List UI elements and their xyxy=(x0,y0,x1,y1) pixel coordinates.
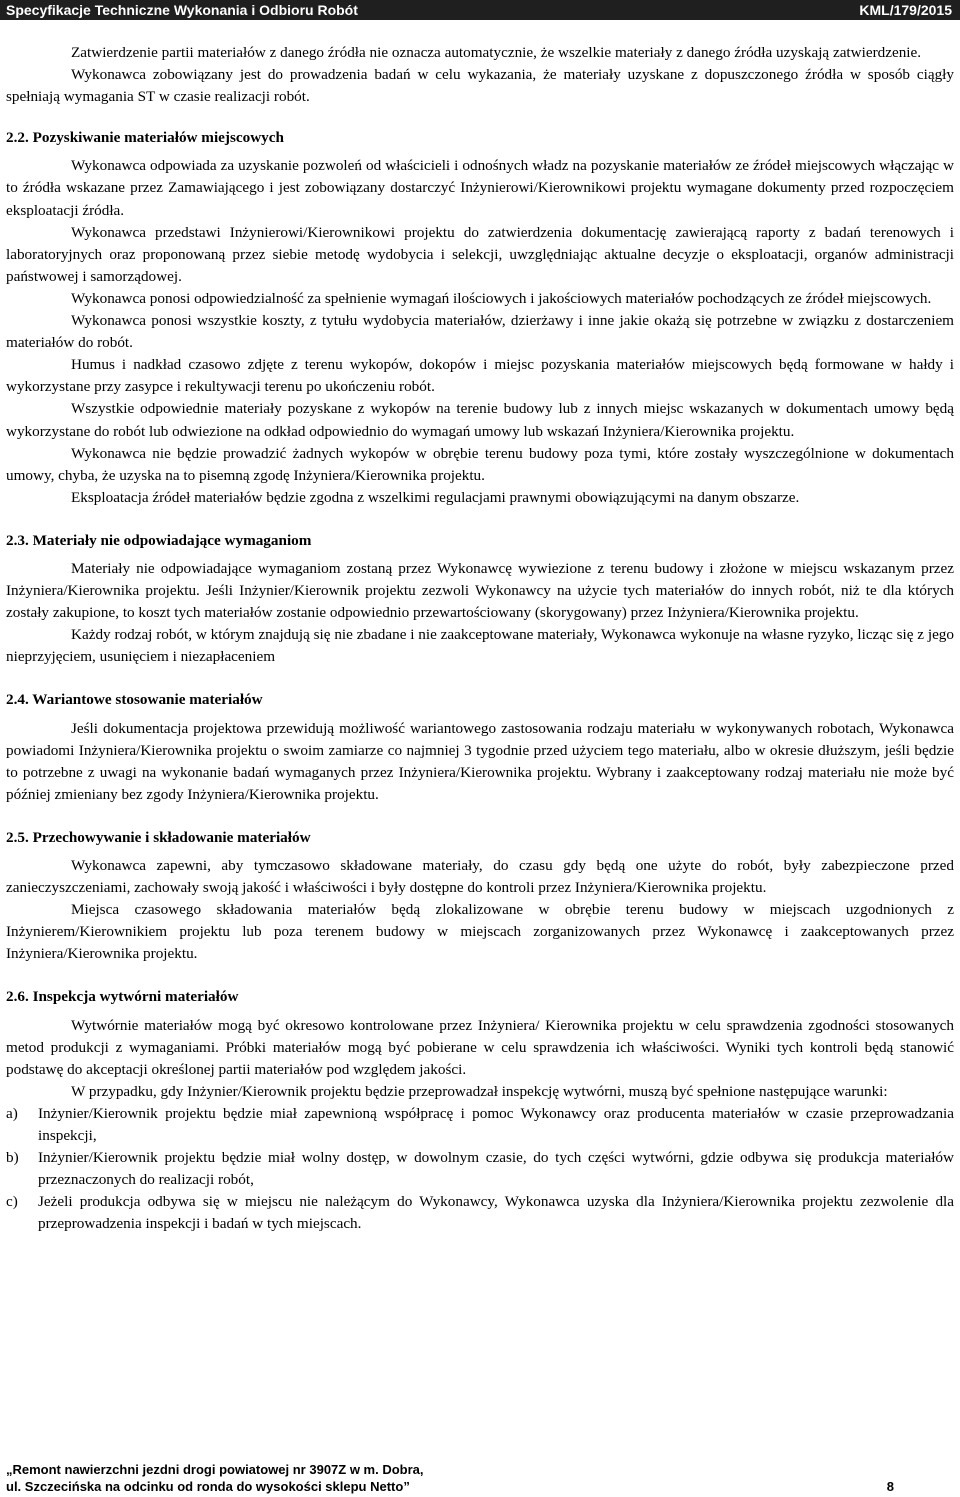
paragraph: Wykonawca zapewni, aby tymczasowo składowane materiały, do czasu gdy będą one użyte do robót, były zabezpieczone przed zanieczyszczeniami, zachowały swoją jakość i właściwości i były dostępne do kontroli przez Inżyniera/Kierownika projektu. xyxy=(6,857,954,897)
paragraph: Wszystkie odpowiednie materiały pozyskane z wykopów na terenie budowy lub z innych miejsc wskazanych w dokumentach umowy będą wykorzystane do robót lub odwiezione na odkład odpowiednio do wymagań umowy lub wskazań Inżyniera/Kierownika projektu. xyxy=(6,400,954,440)
list-marker: b) xyxy=(6,1149,19,1167)
list-item xyxy=(6,1103,954,1147)
section-heading-2-4: 2.4. Wariantowe stosowanie materiałów xyxy=(6,691,263,709)
paragraph: Materiały nie odpowiadające wymaganiom zostaną przez Wykonawcę wywiezione z terenu budowy i złożone w miejscu wskazanym przez Inżyniera/Kierownika projektu. Jeśli Inżynier/Kierownik projektu zezwoli Wykonawcy na użycie tych materiałów do innych robót, niż te dla których zostały zakupione, to koszt tych materiałów zostanie odpowiednio przewartościowany (skorygowany) przez Inżyniera/Kierownika projektu. xyxy=(6,559,954,622)
list-item-text: Jeżeli produkcja odbywa się w miejscu nie należącym do Wykonawcy, Wykonawca uzyska dla Inżyniera/Kierownika projektu zezwolenie dla przeprowadzenia inspekcji i badań w tych miejscach. xyxy=(38,1193,954,1233)
paragraph: Zatwierdzenie partii materiałów z danego źródła nie oznacza automatycznie, że wszelkie materiały z danego źródła uzyskają zatwierdzenie. xyxy=(71,44,922,61)
paragraph: Wytwórnie materiałów mogą być okresowo kontrolowane przez Inżyniera/ Kierownika projektu w celu sprawdzenia zgodności stosowanych metod produkcji z wymaganiami. Próbki materiałów mogą być pobierane w celu sprawdzenia ich właściwości. Wyniki tych kontroli będą stanowić podstawę do akceptacji określonej partii materiałów pod względem jakości. xyxy=(6,1016,954,1078)
page-footer xyxy=(6,1461,954,1495)
paragraph: Wykonawca ponosi odpowiedzialność za spełnienie wymagań ilościowych i jakościowych materiałów pochodzących ze źródeł miejscowych. xyxy=(71,289,932,307)
list-marker: c) xyxy=(6,1193,18,1211)
paragraph: Każdy rodzaj robót, w którym znajdują się nie zbadane i nie zaakceptowane materiały, Wykonawca wykonuje na własne ryzyko, licząc się z jego nieprzyjęciem, usunięciem i niezapłaceniem xyxy=(6,626,954,666)
page-header xyxy=(0,0,960,20)
section-heading-2-2: 2.2. Pozyskiwanie materiałów miejscowych xyxy=(6,129,284,147)
paragraph: Miejsca czasowego składowania materiałów będą zlokalizowane w obrębie terenu budowy w miejscach uzgodnionych z Inżynierem/Kierownikiem projektu lub poza terenem budowy w miejscach zorganizowanych przez Wykonawcę i zaakceptowanych przez Inżyniera/Kierownika projektu. xyxy=(6,901,954,963)
list-item xyxy=(6,1191,954,1235)
footer-project-line-2: ul. Szczecińska na odcinku od ronda do wysokości sklepu Netto” xyxy=(6,1479,410,1494)
section-heading-2-3: 2.3. Materiały nie odpowiadające wymaganiom xyxy=(6,531,312,549)
paragraph: Jeśli dokumentacja projektowa przewidują możliwość wariantowego zastosowania rodzaju materiału w wykonywanych robotach, Wykonawca powiadomi Inżyniera/Kierownika projektu o swoim zamiarze co najmniej 3 tygodnie przed użyciem tego materiału, albo w okresie dłuższym, jeśli będzie to potrzebne z uwagi na wykonanie badań wymaganych przez Inżyniera/Kierownika projektu. Wybrany i zaakceptowany rodzaj materiału nie może być później zmieniany bez zgody Inżyniera/Kierownika projektu. xyxy=(6,719,954,803)
list-marker: a) xyxy=(6,1104,18,1122)
paragraph: Wykonawca nie będzie prowadzić żadnych wykopów w obrębie terenu budowy poza tymi, które zostały wyszczególnione w dokumentach umowy, chyba, że uzyska na to pisemną zgodę Inżyniera/Kierownika projektu. xyxy=(6,444,954,484)
list-item xyxy=(6,1147,954,1191)
section-heading-2-5: 2.5. Przechowywanie i składowanie materiałów xyxy=(6,828,311,846)
footer-project-line-1: „Remont nawierzchni jezdni drogi powiatowej nr 3907Z w m. Dobra, xyxy=(6,1462,424,1477)
paragraph: Wykonawca odpowiada za uzyskanie pozwoleń od właścicieli i odnośnych władz na pozyskanie materiałów ze źródeł miejscowych włączając w to źródła wskazane przez Zamawiającego i jest zobowiązany dostarczyć Inżynierowi/Kierownikowi projektu wymagane dokumenty przed rozpoczęciem eksploatacji źródła. xyxy=(6,157,954,219)
header-doc-number: KML/179/2015 xyxy=(859,2,952,18)
document-body xyxy=(6,42,954,1236)
paragraph: Wykonawca zobowiązany jest do prowadzenia badań w celu wykazania, że materiały uzyskane z dopuszczonego źródła w sposób ciągły spełniają wymagania ST w czasie realizacji robót. xyxy=(6,66,954,106)
paragraph: Wykonawca przedstawi Inżynierowi/Kierownikowi projektu do zatwierdzenia dokumentację zawierającą raporty z badań terenowych i laboratoryjnych oraz proponowaną przez siebie metodę wydobycia i selekcji, uwzględniając aktualne decyzje o eksploatacji, organów administracji państwowej i samorządowej. xyxy=(6,223,954,285)
paragraph: Eksploatacja źródeł materiałów będzie zgodna z wszelkimi regulacjami prawnymi obowiązującymi na danym obszarze. xyxy=(71,488,800,506)
paragraph: Humus i nadkład czasowo zdjęte z terenu wykopów, dokopów i miejsc pozyskania materiałów miejscowych będą formowane w hałdy i wykorzystane przy zasypce i rekultywacji terenu po ukończeniu robót. xyxy=(6,356,954,396)
list-item-text: Inżynier/Kierownik projektu będzie miał zapewnioną współpracę i pomoc Wykonawcy oraz producenta materiałów w czasie przeprowadzania inspekcji, xyxy=(38,1104,954,1145)
paragraph: Wykonawca ponosi wszystkie koszty, z tytułu wydobycia materiałów, dzierżawy i inne jakie okażą się potrzebne w związku z dostarczeniem materiałów do robót. xyxy=(6,312,954,352)
page-number: 8 xyxy=(886,1479,894,1494)
paragraph: W przypadku, gdy Inżynier/Kierownik projektu będzie przeprowadzał inspekcję wytwórni, muszą być spełnione następujące warunki: xyxy=(71,1082,888,1100)
section-heading-2-6: 2.6. Inspekcja wytwórni materiałów xyxy=(6,988,239,1006)
header-title: Specyfikacje Techniczne Wykonania i Odbioru Robót xyxy=(6,2,358,18)
list-item-text: Inżynier/Kierownik projektu będzie miał wolny dostęp, w dowolnym czasie, do tych części wytwórni, gdzie odbywa się produkcja materiałów przeznaczonych do realizacji robót, xyxy=(38,1149,954,1189)
